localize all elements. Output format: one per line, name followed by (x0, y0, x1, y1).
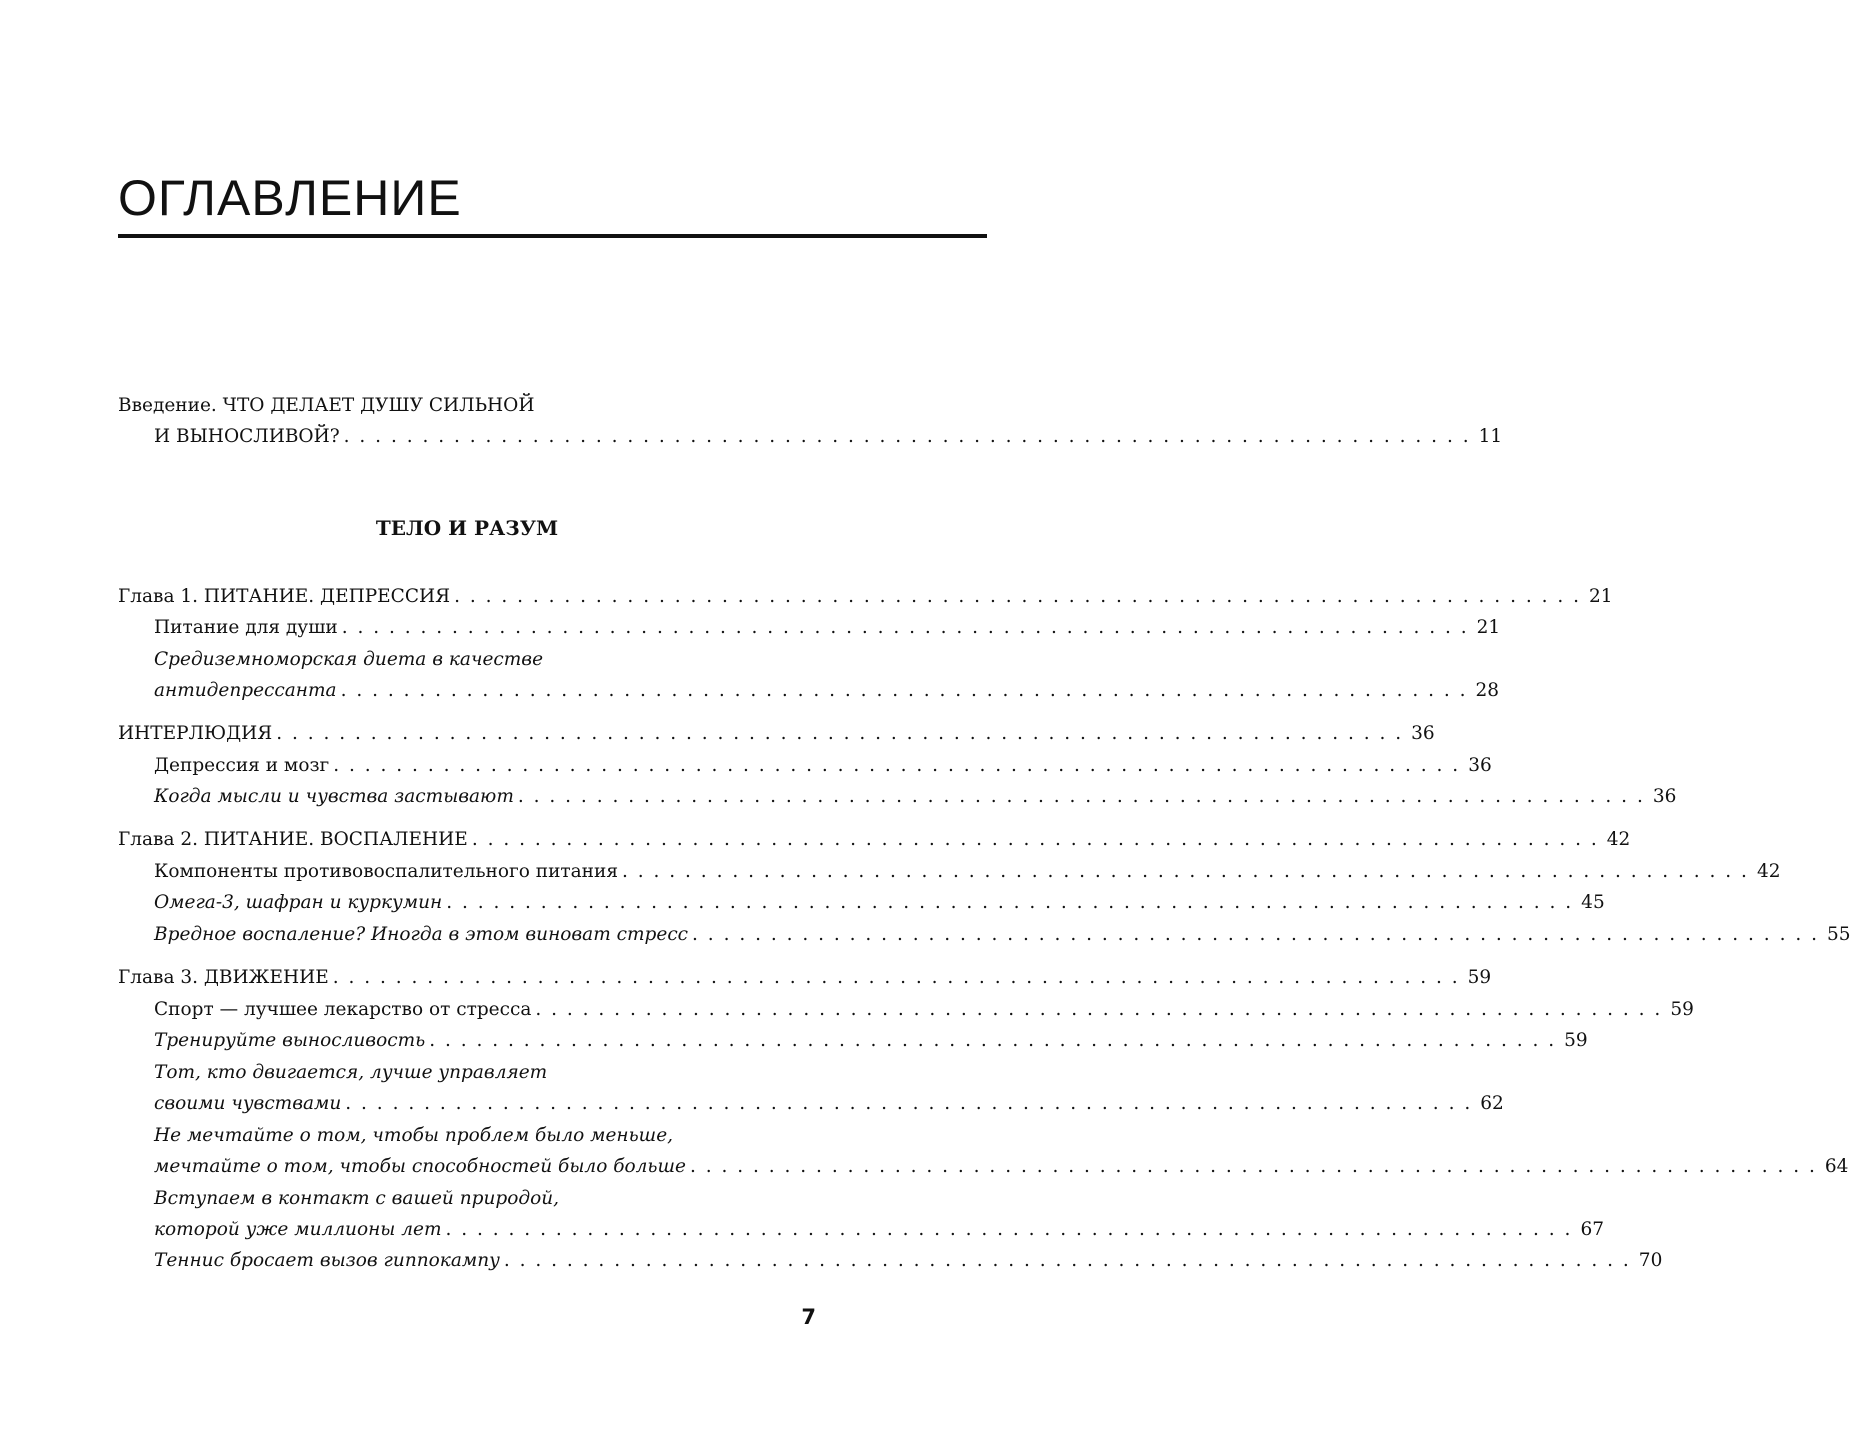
toc-entry-text: Вредное воспаление? Иногда в этом виноват стресс (154, 920, 692, 950)
dot-leader: . . . . . . . . . . . . . . . . . . . . . . . . . . . . . . . . . . . . . . . . . . . . . . . . . . . . . . . . . . . . . . . . . . . . . . . . (340, 680, 1468, 701)
toc-page-number: 67 (1580, 1219, 1604, 1240)
dot-leader: . . . . . . . . . . . . . . . . . . . . . . . . . . . . . . . . . . . . . . . . . . . . . . . . . . . . . . . . . . . . . . . . . . . . . . . . (343, 426, 1471, 447)
toc-page-number: 36 (1652, 786, 1677, 807)
toc-page-number: 11 (1478, 426, 1503, 447)
toc-entry-text: Когда мысли и чувства застывают (154, 782, 518, 812)
toc-page-number: 45 (1581, 892, 1605, 913)
toc-entry-text: Не мечтайте о том, чтобы проблем было меньше, (154, 1125, 674, 1146)
dot-leader: . . . . . . . . . . . . . . . . . . . . . . . . . . . . . . . . . . . . . . . . . . . . . . . . . . . . . . . . . . . . . . . . . . . . . . . . (517, 786, 1645, 807)
toc-entry-text: Средиземноморская диета в качестве (154, 649, 544, 670)
toc-entry-text: Вступаем в контакт с вашей природой, (154, 1188, 560, 1209)
toc-page-number: 59 (1564, 1030, 1588, 1051)
toc-entry-text: И ВЫНОСЛИВОЙ? (154, 422, 344, 452)
toc-intro-entry[interactable] (154, 422, 1503, 452)
toc-entry[interactable] (154, 1215, 1604, 1245)
toc-page-number: 28 (1475, 680, 1500, 701)
toc-entry[interactable] (154, 1246, 1663, 1276)
toc-entry-text: Компоненты противовоспалительного питания (154, 857, 622, 887)
page-title: ОГЛАВЛЕНИЕ (118, 170, 462, 226)
toc-entry-text: Теннис бросает вызов гиппокампу (154, 1246, 504, 1276)
toc-entry-text: своими чувствами (154, 1089, 345, 1119)
toc-page-number: 64 (1824, 1156, 1849, 1177)
dot-leader: . . . . . . . . . . . . . . . . . . . . . . . . . . . . . . . . . . . . . . . . . . . . . . . . . . . . . . . . . . . . . . . . . . . . . . . . (445, 1219, 1573, 1240)
toc-interlude[interactable] (118, 719, 1435, 749)
toc-entry-line (154, 1121, 816, 1151)
toc-entry-line (154, 1058, 816, 1088)
dot-leader: . . . . . . . . . . . . . . . . . . . . . . . . . . . . . . . . . . . . . . . . . . . . . . . . . . . . . . . . . . . . . . . . . . . . . . . . (446, 892, 1574, 913)
dot-leader: . . . . . . . . . . . . . . . . . . . . . . . . . . . . . . . . . . . . . . . . . . . . . . . . . . . . . . . . . . . . . . . . . . . . . . . . (341, 617, 1469, 638)
toc-page-number: 42 (1756, 861, 1781, 882)
dot-leader: . . . . . . . . . . . . . . . . . . . . . . . . . . . . . . . . . . . . . . . . . . . . . . . . . . . . . . . . . . . . . . . . . . . . . . . . (276, 723, 1404, 744)
toc-page-number: 70 (1638, 1250, 1663, 1271)
dot-leader: . . . . . . . . . . . . . . . . . . . . . . . . . . . . . . . . . . . . . . . . . . . . . . . . . . . . . . . . . . . . . . . . . . . . . . . . (622, 861, 1749, 882)
toc-entry[interactable] (154, 995, 1694, 1025)
toc-entry-text: Глава 2. ПИТАНИЕ. ВОСПАЛЕНИЕ (118, 825, 472, 855)
toc-page-number: 55 (1826, 924, 1851, 945)
dot-leader: . . . . . . . . . . . . . . . . . . . . . . . . . . . . . . . . . . . . . . . . . . . . . . . . . . . . . . . . . . . . . . . . . . . . . . . . (429, 1030, 1557, 1051)
dot-leader: . . . . . . . . . . . . . . . . . . . . . . . . . . . . . . . . . . . . . . . . . . . . . . . . . . . . . . . . . . . . . . . . . . . . . . . . (333, 755, 1461, 776)
toc-chapter-3[interactable] (118, 963, 1492, 993)
toc-entry-text: Глава 3. ДВИЖЕНИЕ (118, 963, 333, 993)
toc-entry-text: Тот, кто двигается, лучше управляет (154, 1062, 548, 1083)
toc-intro-title (118, 391, 816, 421)
toc-chapter-1[interactable] (118, 582, 1613, 612)
dot-leader: . . . . . . . . . . . . . . . . . . . . . . . . . . . . . . . . . . . . . . . . . . . . . . . . . . . . . . . . . . . . . . . . . . . . . . . . (692, 924, 1819, 945)
toc-page-number: 36 (1468, 755, 1492, 776)
toc-entry-text: мечтайте о том, чтобы способностей было больше (154, 1152, 690, 1182)
toc-entry[interactable] (154, 1152, 1849, 1182)
toc-entry-text: ИНТЕРЛЮДИЯ (118, 719, 276, 749)
toc-entry-text: Введение. ЧТО ДЕЛАЕТ ДУШУ СИЛЬНОЙ (118, 395, 535, 416)
dot-leader: . . . . . . . . . . . . . . . . . . . . . . . . . . . . . . . . . . . . . . . . . . . . . . . . . . . . . . . . . . . . . . . . . . . . . . . . (535, 999, 1663, 1020)
toc-entry[interactable] (154, 676, 1500, 706)
dot-leader: . . . . . . . . . . . . . . . . . . . . . . . . . . . . . . . . . . . . . . . . . . . . . . . . . . . . . . . . . . . . . . . . . . . . . . . . (471, 829, 1599, 850)
toc-entry[interactable] (154, 1089, 1504, 1119)
dot-leader: . . . . . . . . . . . . . . . . . . . . . . . . . . . . . . . . . . . . . . . . . . . . . . . . . . . . . . . . . . . . . . . . . . . . . . . . (689, 1156, 1817, 1177)
toc-entry-text: Омега-3, шафран и куркумин (154, 888, 446, 918)
title-rule (118, 234, 987, 238)
toc-entry[interactable] (154, 751, 1492, 781)
dot-leader: . . . . . . . . . . . . . . . . . . . . . . . . . . . . . . . . . . . . . . . . . . . . . . . . . . . . . . . . . . . . . . . . . . . . . . . . (454, 586, 1581, 607)
dot-leader: . . . . . . . . . . . . . . . . . . . . . . . . . . . . . . . . . . . . . . . . . . . . . . . . . . . . . . . . . . . . . . . . . . . . . . . . (332, 967, 1460, 988)
toc-entry-text: Глава 1. ПИТАНИЕ. ДЕПРЕССИЯ (118, 582, 454, 612)
page-number: 7 (801, 1305, 816, 1329)
dot-leader: . . . . . . . . . . . . . . . . . . . . . . . . . . . . . . . . . . . . . . . . . . . . . . . . . . . . . . . . . . . . . . . . . . . . . . . . (345, 1093, 1473, 1114)
toc-page-number: 62 (1480, 1093, 1504, 1114)
toc-page-number: 21 (1476, 617, 1501, 638)
toc-page-number: 59 (1670, 999, 1694, 1020)
toc-entry[interactable] (154, 613, 1501, 643)
toc-entry[interactable] (154, 920, 1851, 950)
toc-page-number: 59 (1467, 967, 1492, 988)
dot-leader: . . . . . . . . . . . . . . . . . . . . . . . . . . . . . . . . . . . . . . . . . . . . . . . . . . . . . . . . . . . . . . . . . . . . . . . . (503, 1250, 1631, 1271)
toc-entry[interactable] (154, 888, 1605, 918)
toc-entry-line (154, 1184, 816, 1214)
toc-page-number: 36 (1411, 723, 1435, 744)
toc-entry-text: Спорт — лучшее лекарство от стресса (154, 995, 535, 1025)
toc-entry-text: Питание для души (154, 613, 342, 643)
toc-entry-line (154, 645, 816, 675)
toc-chapter-2[interactable] (118, 825, 1631, 855)
toc-page-number: 21 (1589, 586, 1613, 607)
toc-entry[interactable] (154, 782, 1677, 812)
toc-page-number: 42 (1606, 829, 1631, 850)
toc-entry-text: которой уже миллионы лет (154, 1215, 446, 1245)
toc-entry-text: Тренируйте выносливость (154, 1026, 429, 1056)
toc-entry[interactable] (154, 1026, 1588, 1056)
toc-entry-text: Депрессия и мозг (154, 751, 333, 781)
toc-entry-text: антидепрессанта (154, 676, 341, 706)
section-heading: ТЕЛО И РАЗУМ (375, 516, 559, 540)
toc-entry[interactable] (154, 857, 1781, 887)
